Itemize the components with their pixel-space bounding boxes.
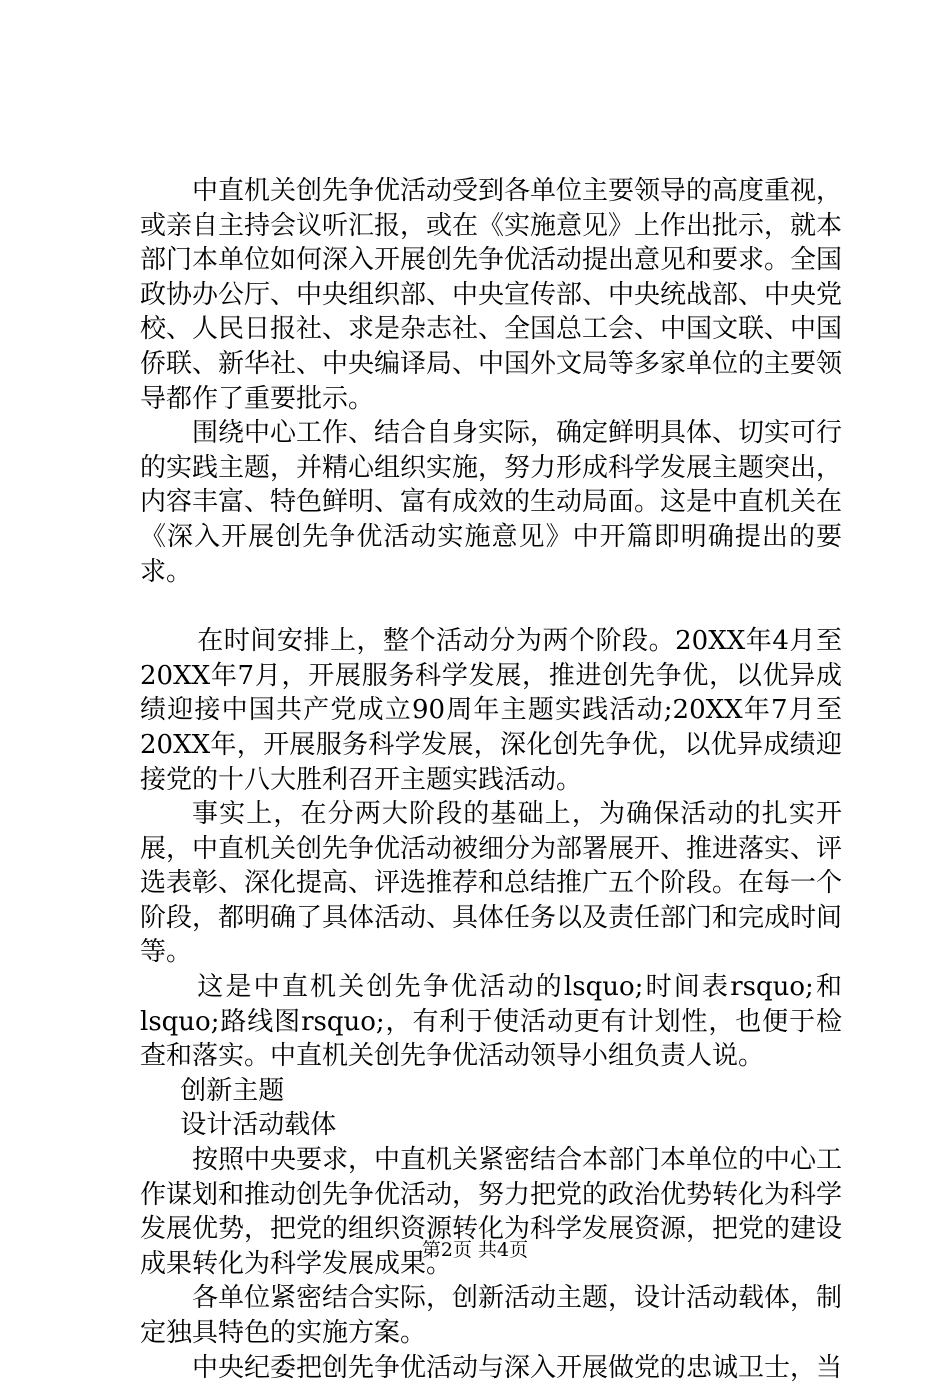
paragraph-8: 中央纪委把创先争优活动与深入开展做党的忠诚卫士，当 bbox=[192, 1352, 843, 1383]
paragraph-1: 中直机关创先争优活动受到各单位主要领导的高度重视，或亲自主持会议听汇报，或在《实施意见》上作出批示，就本部门本单位如何深入开展创先争优活动提出意见和要求。全国政协办公厅、中央组织部、中央宣传部、中央统战部、中央党校、人民日报社、求是杂志社、全国总工会、中国文联、中国侨联、新华社、中央编译局、中国外文局等多家单位的主要领导都作了重要批示。 bbox=[140, 176, 843, 414]
paragraph-5: 这是中直机关创先争优活动的lsquo;时间表rsquo;和lsquo;路线图rsquo;，有利于使活动更有计划性，也便于检查和落实。中直机关创先争优活动领导小组负责人说。 bbox=[140, 972, 842, 1072]
page-number-footer: 第2页 共4页 bbox=[421, 1239, 529, 1261]
paragraph-7: 各单位紧密结合实际，创新活动主题，设计活动载体，制定独具特色的实施方案。 bbox=[140, 1283, 843, 1348]
subheading-1: 创新主题 bbox=[180, 1075, 285, 1106]
subheading-2: 设计活动载体 bbox=[180, 1110, 337, 1141]
paragraph-3: 在时间安排上，整个活动分为两个阶段。20XX年4月至20XX年7月，开展服务科学发展，推进创先争优，以优异成绩迎接中国共产党成立90周年主题实践活动;20XX年7月至20XX年，开展服务科学发展，深化创先争优，以优异成绩迎接党的十八大胜利召开主题实践活动。 bbox=[140, 626, 842, 795]
paragraph-2: 围绕中心工作、结合自身实际，确定鲜明具体、切实可行的实践主题，并精心组织实施，努力形成科学发展主题突出，内容丰富、特色鲜明、富有成效的生动局面。这是中直机关在《深入开展创先争优活动实施意见》中开篇即明确提出的要求。 bbox=[140, 418, 843, 587]
document-body bbox=[140, 174, 842, 1385]
paragraph-4: 事实上，在分两大阶段的基础上，为确保活动的扎实开展，中直机关创先争优活动被细分为部署展开、推进落实、评选表彰、深化提高、评选推荐和总结推广五个阶段。在每一个阶段，都明确了具体活动、具体任务以及责任部门和完成时间等。 bbox=[140, 799, 843, 968]
paragraph-6: 按照中央要求，中直机关紧密结合本部门本单位的中心工作谋划和推动创先争优活动，努力把党的政治优势转化为科学发展优势，把党的组织资源转化为科学发展资源，把党的建设成果转化为科学发展成果。 bbox=[140, 1145, 843, 1279]
